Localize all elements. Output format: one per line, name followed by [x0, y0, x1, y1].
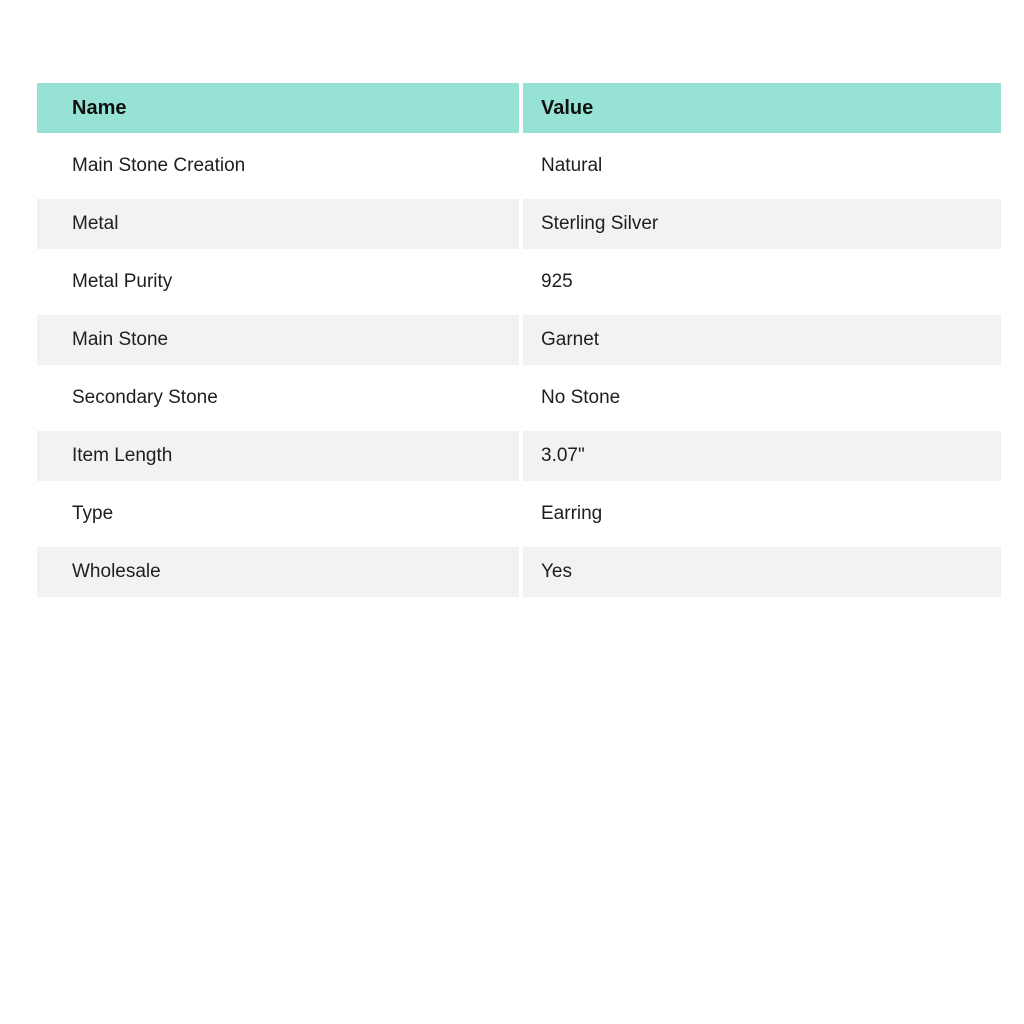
spec-name-cell: Main Stone	[37, 315, 519, 365]
spec-value-cell: Sterling Silver	[523, 199, 1001, 249]
spec-name-cell: Metal Purity	[72, 271, 173, 292]
spec-value-cell: Yes	[523, 547, 1001, 597]
spec-name-cell: Wholesale	[37, 547, 519, 597]
table-row	[37, 373, 1001, 423]
spec-value-cell: 3.07"	[523, 431, 1001, 481]
table-row	[37, 431, 1001, 481]
column-header-value: Value	[523, 83, 1001, 133]
spec-name-cell: Item Length	[37, 431, 519, 481]
table-row	[37, 199, 1001, 249]
spec-value-cell: No Stone	[541, 387, 621, 408]
table-row	[37, 315, 1001, 365]
spec-name-cell: Secondary Stone	[72, 387, 218, 408]
item-specifics-table	[37, 83, 1001, 605]
spec-value-cell: Earring	[541, 503, 603, 524]
spec-name-cell: Metal	[37, 199, 519, 249]
spec-name-cell: Main Stone Creation	[72, 155, 246, 176]
column-header-name: Name	[37, 83, 519, 133]
spec-value-cell: 925	[541, 271, 573, 292]
spec-name-cell: Type	[72, 503, 114, 524]
spec-value-cell: Natural	[541, 155, 603, 176]
table-header-row	[37, 83, 1001, 133]
table-row	[37, 257, 1001, 307]
table-row	[37, 141, 1001, 191]
table-row	[37, 489, 1001, 539]
table-row	[37, 547, 1001, 597]
spec-value-cell: Garnet	[523, 315, 1001, 365]
